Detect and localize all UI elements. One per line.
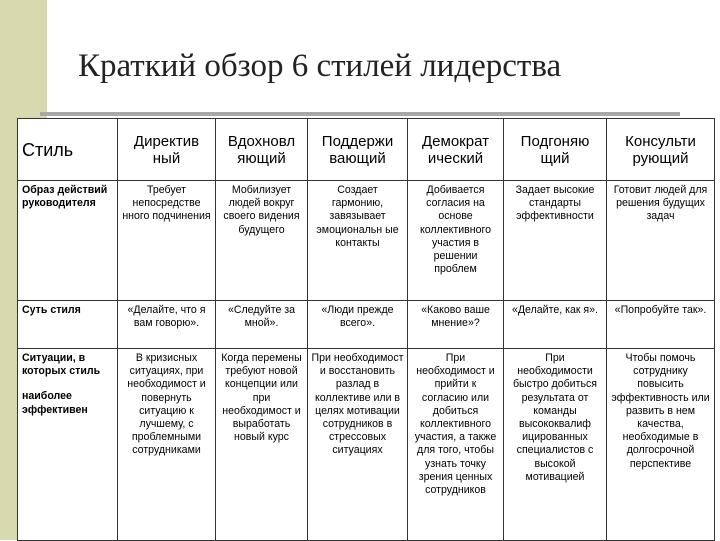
table-row [18,181,715,301]
table-cell: «Люди прежде всего». [308,301,408,349]
table-cell: При необходимости быстро добиться результата от команды высококвалиф ицированных специалистов с высокой мотивацией [504,349,607,541]
header-row-label: Стиль [18,119,118,181]
table-cell: Чтобы помочь сотруднику повысить эффективность или развить в нем качества, необходимые в долгосрочной перспективе [607,349,715,541]
table-cell: «Попробуйте так». [607,301,715,349]
table-cell: При необходимост и прийти к согласию или добиться коллективного участия, а также для того, чтобы узнать точку зрения ценных сотрудников [408,349,504,541]
header-cell-supporting: Поддержи вающий [308,119,408,181]
table-cell: В кризисных ситуациях, при необходимост и повернуть ситуацию к лучшему, с проблемными сотрудниками [118,349,216,541]
table-cell: Когда перемены требуют новой концепции или при необходимост и выработать новый курс [216,349,308,541]
header-cell-coaching: Консульти рующий [607,119,715,181]
header-cell-directive: Директив ный [118,119,216,181]
row-label-situations-line2: наиболее эффективен [22,390,88,416]
table-cell: Готовит людей для решения будущих задач [607,181,715,301]
table-cell: Мобилизует людей вокруг своего видения будущего [216,181,308,301]
row-label-situations [18,349,118,541]
table-cell: «Следуйте за мной». [216,301,308,349]
table-cell: Создает гармонию, завязывает эмоциональн ые контакты [308,181,408,301]
title-divider [40,112,680,116]
table-row [18,349,715,541]
table-cell: Задает высокие стандарты эффективности [504,181,607,301]
table-cell: Требует непосредстве нного подчинения [118,181,216,301]
leadership-styles-table [17,118,715,541]
header-cell-democratic: Демократ ический [408,119,504,181]
header-cell-inspiring: Вдохновл яющий [216,119,308,181]
row-label-essence: Суть стиля [18,301,118,349]
table-cell: «Делайте, как я». [504,301,607,349]
table-cell: Добивается согласия на основе коллективного участия в решении проблем [408,181,504,301]
table-cell: «Каково ваше мнение»? [408,301,504,349]
row-label-situations-line1: Ситуации, в которых стиль [22,352,101,378]
table-header-row [18,119,715,181]
table-cell: При необходимост и восстановить разлад в коллективе или в целях мотивации сотрудников в стрессовых ситуациях [308,349,408,541]
header-cell-pacesetting: Подгоняю щий [504,119,607,181]
row-label-actions: Образ действий руководителя [18,181,118,301]
top-band [47,0,720,14]
slide-title: Краткий обзор 6 стилей лидерства [78,48,562,84]
table-row [18,301,715,349]
table-cell: «Делайте, что я вам говорю». [118,301,216,349]
